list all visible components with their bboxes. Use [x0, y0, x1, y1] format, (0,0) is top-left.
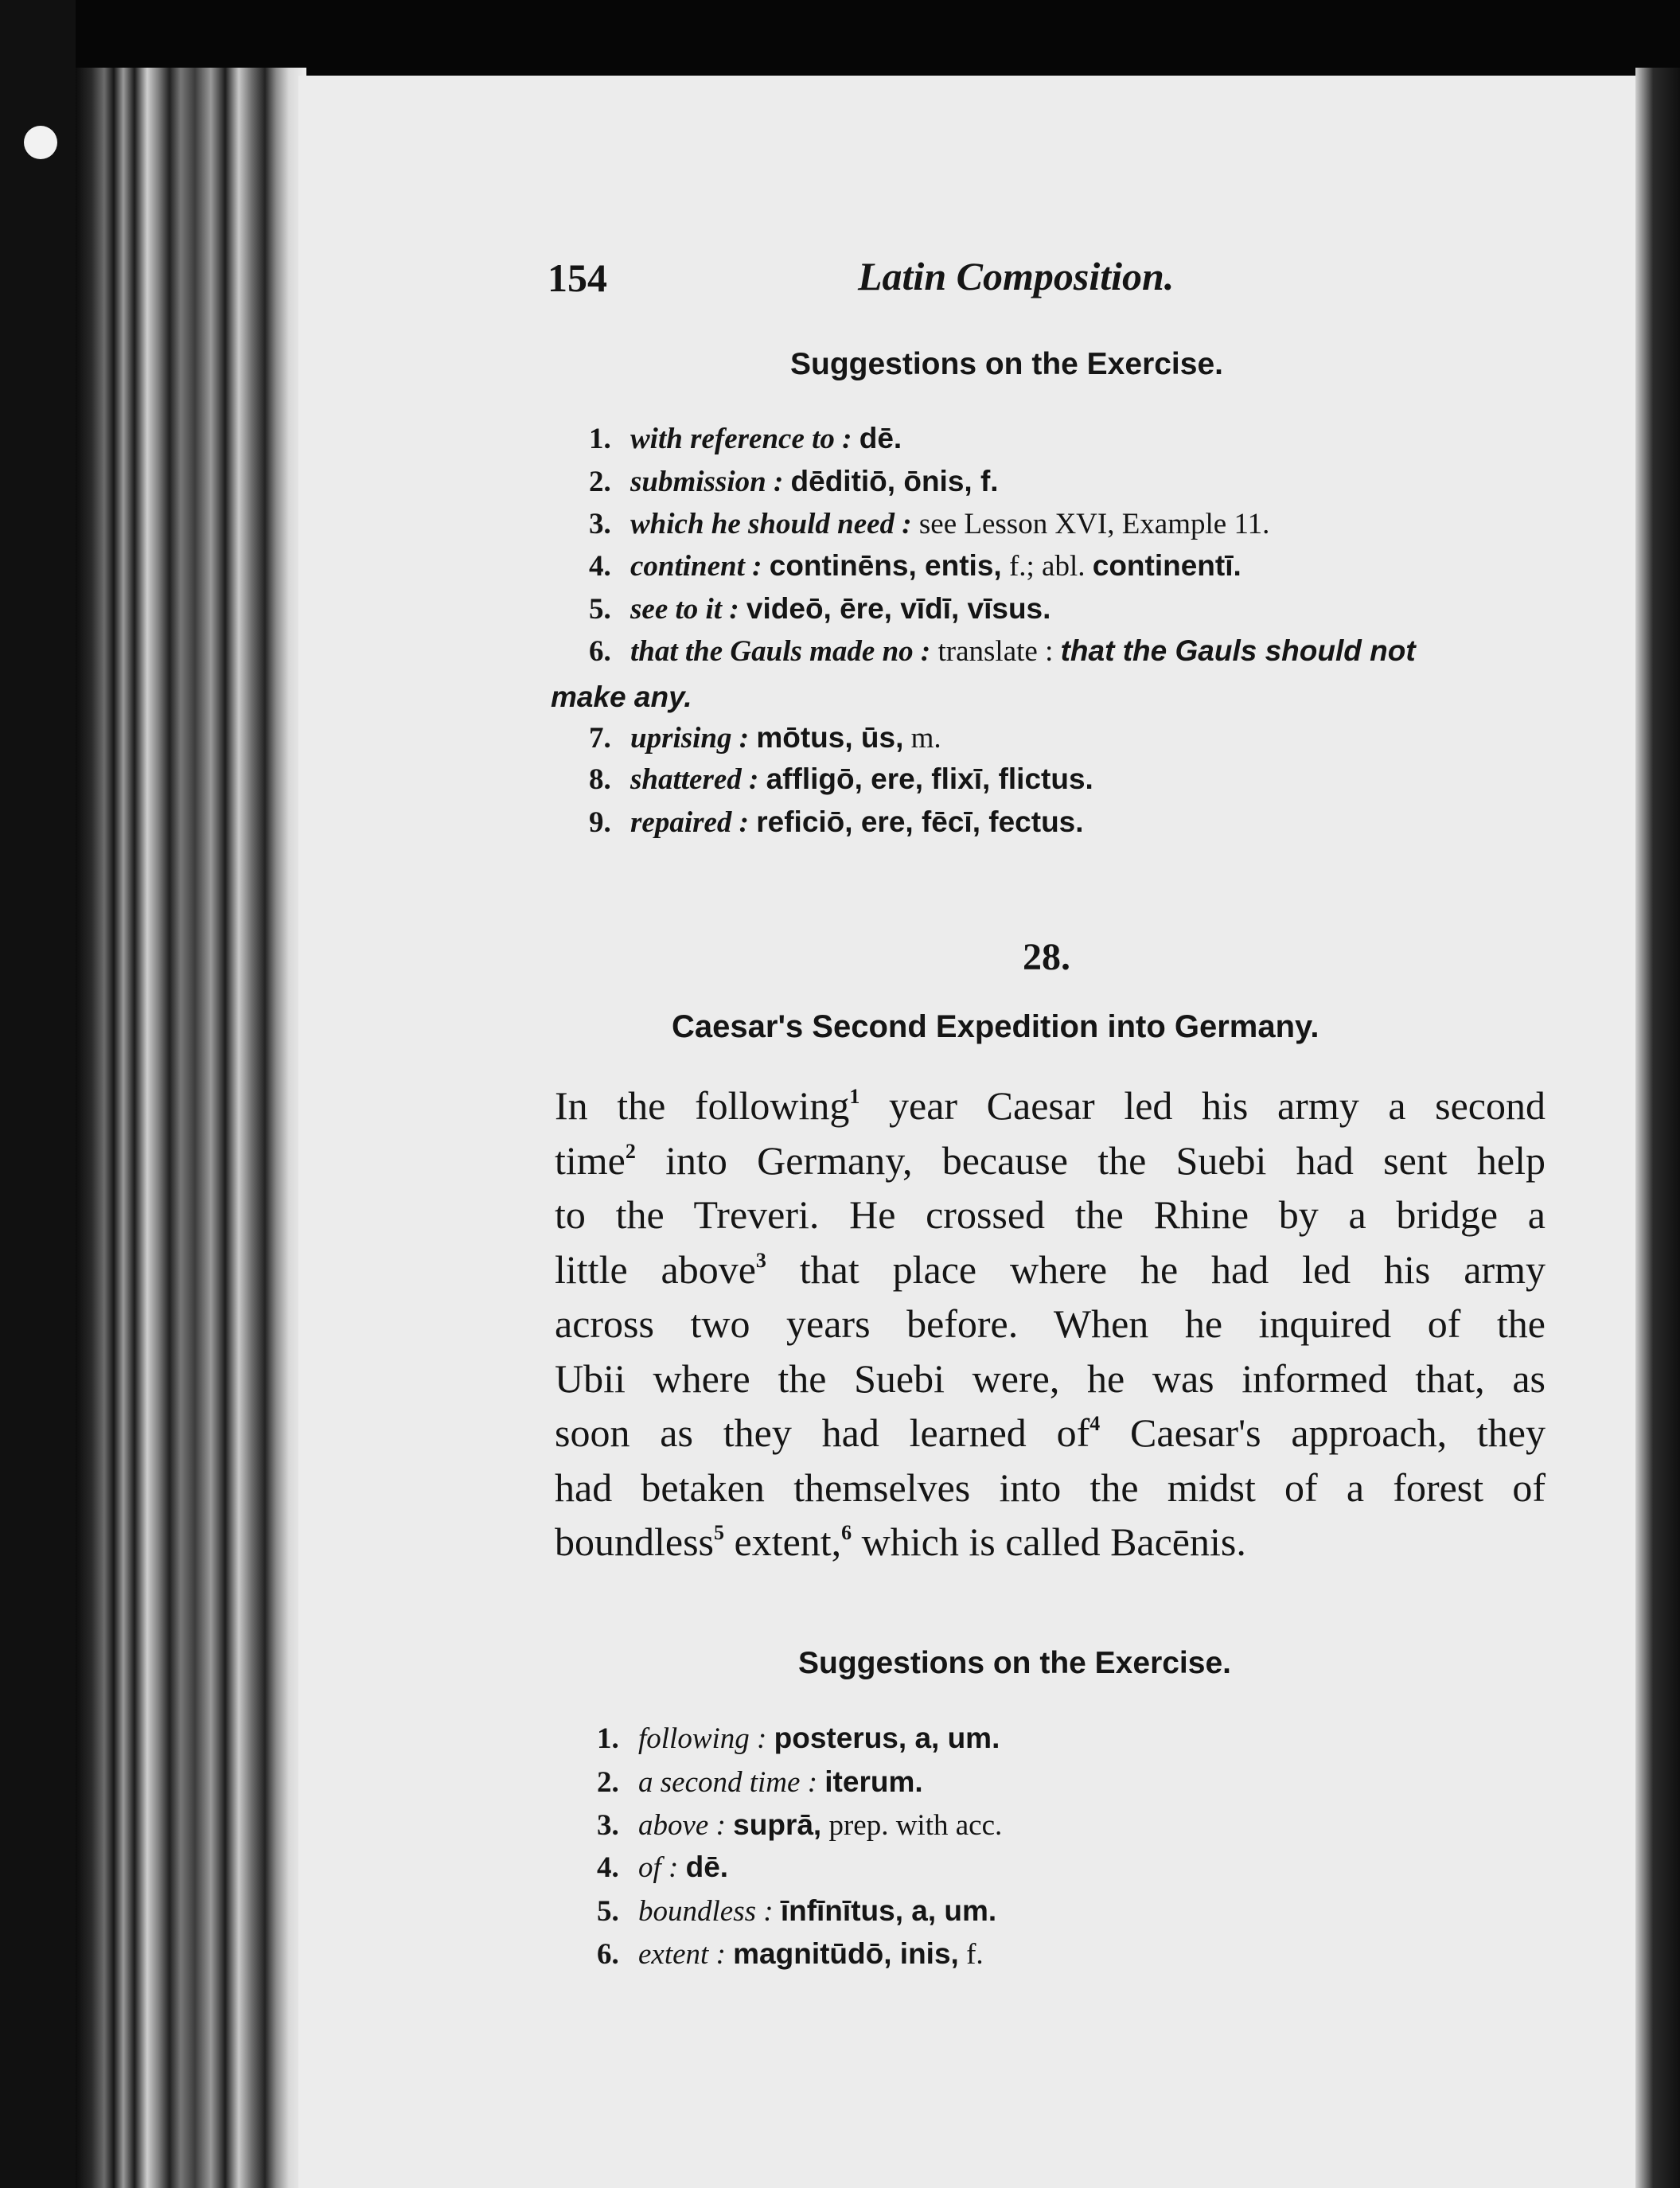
- passage-line: In the following$^1$ year Caesar led his army a second: [555, 1083, 1546, 1128]
- passage-line: Ubii where the Suebi were, he was informed that, as: [555, 1355, 1546, 1401]
- book-spine: [76, 68, 306, 2188]
- note-item: 9. repaired : reficiō, ere, fēcī, fectus.: [589, 805, 1084, 839]
- note-item: 4. of : dē.: [597, 1851, 729, 1884]
- note-item: 8. shattered : affligō, ere, flixī, flictus.: [589, 762, 1093, 796]
- note-item: 3. above : suprā, prep. with acc.: [597, 1808, 1003, 1842]
- passage-line: across two years before. When he inquired of the: [555, 1301, 1546, 1346]
- passage-line: had betaken themselves into the midst of a forest of: [555, 1465, 1546, 1510]
- note-item: 7. uprising : mōtus, ūs, m.: [589, 721, 941, 755]
- note-item: 6. that the Gauls made no : translate : that the Gauls should not: [589, 634, 1416, 668]
- note-item: 6. extent : magnitūdō, inis, f.: [597, 1937, 984, 1971]
- note-item-continuation: make any.: [551, 681, 692, 713]
- scan-border-top: [0, 0, 1680, 76]
- note-item: 5. see to it : videō, ēre, vīdī, vīsus.: [589, 592, 1051, 626]
- section-heading: Suggestions on the Exercise.: [798, 1646, 1231, 1680]
- lesson-number: 28.: [1023, 936, 1070, 978]
- note-item: 1. with reference to : dē.: [589, 422, 902, 455]
- section-heading: Suggestions on the Exercise.: [790, 347, 1223, 381]
- note-item: 3. which he should need : see Lesson XVI, Example 11.: [589, 508, 1270, 540]
- passage-line: time$^2$ into Germany, because the Suebi had sent help: [555, 1137, 1546, 1183]
- running-title: Latin Composition.: [858, 254, 1175, 298]
- note-item: 2. a second time : iterum.: [597, 1765, 923, 1799]
- note-item: 1. following : posterus, a, um.: [597, 1722, 1000, 1755]
- passage-line: to the Treveri. He crossed the Rhine by a bridge a: [555, 1192, 1546, 1237]
- lesson-title: Caesar's Second Expedition into Germany.: [672, 1009, 1319, 1044]
- exercise-passage: [555, 1078, 1546, 1570]
- punch-hole: [24, 126, 57, 159]
- note-item: 2. submission : dēditiō, ōnis, f.: [589, 465, 999, 498]
- page-number: 154: [548, 255, 607, 300]
- note-item: 5. boundless : īnfīnītus, a, um.: [597, 1894, 997, 1928]
- passage-line: soon as they had learned $of^4$ Caesar's approach, they: [555, 1410, 1546, 1455]
- scan-border-right: [1635, 68, 1680, 2188]
- note-item: 4. continent : continēns, entis, f.; abl. continentī.: [589, 549, 1241, 583]
- scan-border-left: [0, 0, 76, 2188]
- passage-line: boundless$^5$ extent,$^6$ which is called Bacēnis.: [555, 1519, 1246, 1564]
- passage-line: little above$^3$ that place where he had led his army: [555, 1246, 1546, 1292]
